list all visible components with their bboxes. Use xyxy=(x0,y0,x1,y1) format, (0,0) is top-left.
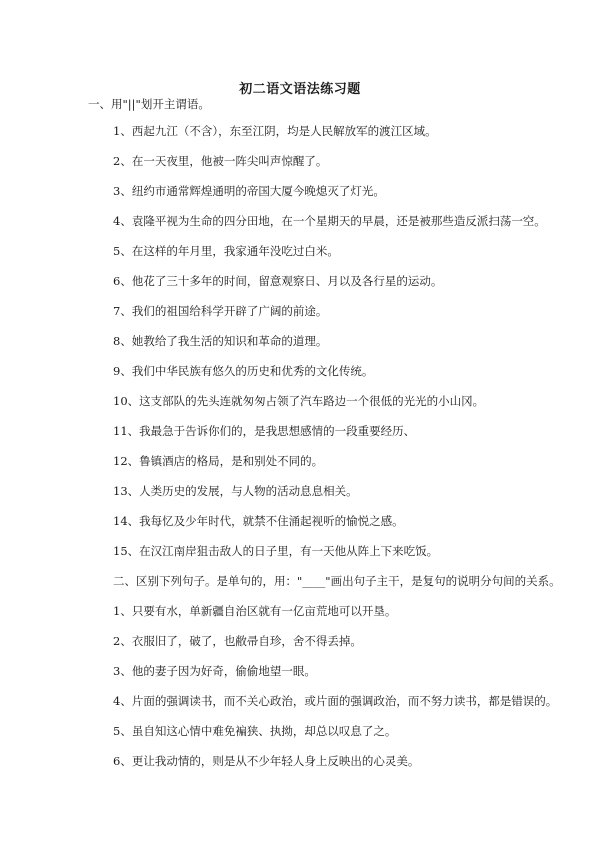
question-item: 15、在汉江南岸狙击敌人的日子里，有一天他从阵上下来吃饭。 xyxy=(113,544,439,558)
question-item: 4、袁隆平视为生命的四分田地，在一个星期天的早晨，还是被那些造反派扫荡一空。 xyxy=(113,214,546,228)
section-1-heading: 一、用"||"划开主谓语。 xyxy=(88,97,210,111)
question-item: 2、衣服旧了，破了，也敝帚自珍，舍不得丢掉。 xyxy=(113,634,362,648)
question-item: 11、我最急于告诉你们的，是我思想感情的一段重要经历、 xyxy=(113,424,416,438)
question-item: 4、片面的强调读书，而不关心政治，或片面的强调政治，而不努力读书，都是错误的。 xyxy=(113,694,558,708)
question-item: 5、在这样的年月里，我家通年没吃过白米。 xyxy=(113,244,339,258)
question-item: 3、纽约市通常辉煌通明的帝国大厦今晚熄灭了灯光。 xyxy=(113,184,385,198)
question-item: 13、人类历史的发展，与人物的活动息息相关。 xyxy=(113,484,358,498)
section-2-heading: 二、区别下列句子。是单句的，用："____"画出句子主干，是复句的说明分句间的关系。 xyxy=(113,574,561,588)
question-item: 8、她教给了我生活的知识和革命的道理。 xyxy=(113,334,328,348)
page-title: 初二语文语法练习题 xyxy=(239,82,361,97)
question-item: 14、我每忆及少年时代，就禁不住涌起视听的愉悦之感。 xyxy=(113,514,404,528)
question-item: 10、这支部队的先头连就匆匆占领了汽车路边一个很低的光光的小山冈。 xyxy=(113,394,485,408)
question-item: 12、鲁镇酒店的格局，是和别处不同的。 xyxy=(113,454,324,468)
question-item: 5、虽自知这心情中难免褊狭、执拗，却总以叹息了之。 xyxy=(113,724,397,738)
question-item: 1、只要有水，单新疆自治区就有一亿亩荒地可以开垦。 xyxy=(113,604,397,618)
question-item: 6、他花了三十多年的时间，留意观察日、月以及各行星的运动。 xyxy=(113,274,443,288)
question-item: 1、西起九江（不含），东至江阴，均是人民解放军的渡江区域。 xyxy=(113,124,437,138)
question-item: 3、他的妻子因为好奇，偷偷地望一眼。 xyxy=(113,664,316,678)
question-item: 7、我们的祖国给科学开辟了广阔的前途。 xyxy=(113,304,328,318)
question-item: 2、在一天夜里，他被一阵尖叫声惊醒了。 xyxy=(113,154,328,168)
question-item: 6、更让我动情的，则是从不少年轻人身上反映出的心灵美。 xyxy=(113,754,420,768)
question-item: 9、我们中华民族有悠久的历史和优秀的文化传统。 xyxy=(113,364,374,378)
